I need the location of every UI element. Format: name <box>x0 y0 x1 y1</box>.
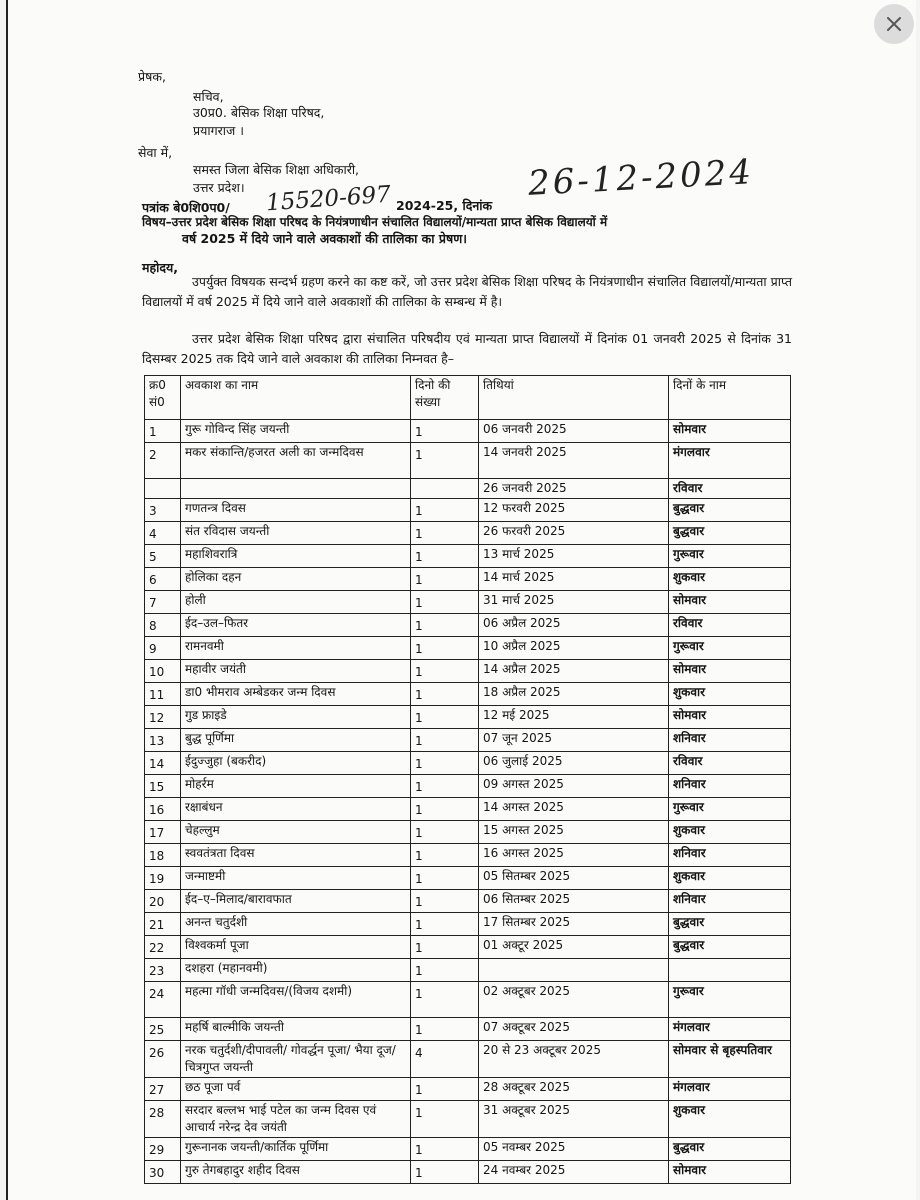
row-day-count: 1 <box>411 660 479 683</box>
row-day-name: सोमवार <box>669 660 791 683</box>
row-serial: 18 <box>145 844 181 867</box>
row-holiday-name: गुरूनानक जयन्ती/कार्तिक पूर्णिमा <box>181 1138 411 1161</box>
holiday-table <box>144 375 791 1184</box>
subject-line-2: वर्ष 2025 में दिये जाने वाले अवकाशों की तालिका का प्रेषण। <box>182 231 467 246</box>
table-row <box>145 729 791 752</box>
row-day-name <box>669 959 791 982</box>
row-serial: 25 <box>145 1018 181 1041</box>
row-serial: 7 <box>145 591 181 614</box>
close-button[interactable] <box>874 4 914 44</box>
table-row <box>145 1101 791 1138</box>
subject-line-1: विषय–उत्तर प्रदेश बेसिक शिक्षा परिषद के नियंत्रणाधीन संचालित विद्यालयों/मान्यता प्राप्त बेसिक विद्यालयों में <box>142 215 608 229</box>
row-day-count: 1 <box>411 936 479 959</box>
row-day-count: 1 <box>411 1161 479 1184</box>
row-date: 13 मार्च 2025 <box>479 545 669 568</box>
row-date: 26 फरवरी 2025 <box>479 522 669 545</box>
table-row <box>145 798 791 821</box>
row-day-name: शुकवार <box>669 568 791 591</box>
table-row <box>145 752 791 775</box>
row-holiday-name: नरक चतुर्दशी/दीपावली/ गोवर्द्धन पूजा/ भैया दूज/चित्रगुप्त जयन्ती <box>181 1041 411 1078</box>
row-day-name: बुद्धवार <box>669 913 791 936</box>
row-serial: 28 <box>145 1101 181 1138</box>
header-dates: तिथियां <box>479 376 669 420</box>
row-date: 31 मार्च 2025 <box>479 591 669 614</box>
row-holiday-name: महावीर जयंती <box>181 660 411 683</box>
row-serial: 12 <box>145 706 181 729</box>
table-header-row <box>145 376 791 420</box>
row-day-name: शनिवार <box>669 775 791 798</box>
row-holiday-name: महत्मा गॉधी जन्मदिवस/(विजय दशमी) <box>181 982 411 1018</box>
row-serial: 24 <box>145 982 181 1018</box>
row-serial: 26 <box>145 1041 181 1078</box>
date-handwritten: 26-12-2024 <box>527 152 755 204</box>
row-date: 07 अक्टूबर 2025 <box>479 1018 669 1041</box>
row-day-count: 1 <box>411 706 479 729</box>
table-row <box>145 936 791 959</box>
row-date: 01 अक्टूर 2025 <box>479 936 669 959</box>
row-day-name: गुरूवार <box>669 637 791 660</box>
row-holiday-name: मकर संकान्ति/हजरत अली का जन्मदिवस <box>181 443 411 479</box>
row-date: 14 अगस्त 2025 <box>479 798 669 821</box>
row-date: 12 फरवरी 2025 <box>479 499 669 522</box>
row-date: 15 अगस्त 2025 <box>479 821 669 844</box>
row-day-name: रविवार <box>669 752 791 775</box>
row-date: 26 जनवरी 2025 <box>479 479 669 499</box>
row-holiday-name: दशहरा (महानवमी) <box>181 959 411 982</box>
row-day-count: 1 <box>411 844 479 867</box>
row-holiday-name: होली <box>181 591 411 614</box>
row-serial: 8 <box>145 614 181 637</box>
row-date: 17 सितम्बर 2025 <box>479 913 669 936</box>
row-holiday-name: चेहल्लुम <box>181 821 411 844</box>
row-holiday-name: महर्षि बाल्मीकि जयन्ती <box>181 1018 411 1041</box>
row-holiday-name: विश्वकर्मा पूजा <box>181 936 411 959</box>
row-serial: 16 <box>145 798 181 821</box>
row-day-name: शनिवार <box>669 729 791 752</box>
row-holiday-name: गुड फ्राइडे <box>181 706 411 729</box>
row-day-count: 1 <box>411 568 479 591</box>
row-day-name: बुद्धवार <box>669 499 791 522</box>
table-row <box>145 1041 791 1078</box>
header-holiday-name: अवकाश का नाम <box>181 376 411 420</box>
row-serial <box>145 479 181 499</box>
row-day-name: शनिवार <box>669 890 791 913</box>
row-date: 06 सितम्बर 2025 <box>479 890 669 913</box>
paragraph-1: उपर्युक्त विषयक सन्दर्भ ग्रहण करने का कष्ट करें, जो उत्तर प्रदेश बेसिक शिक्षा परिषद के नियंत्रणाधीन संचालित विद्यालयों/मान्यता प्राप्त विद्यालयों में वर्ष 2025 में दिये जाने वाले अवकाशों की तालिका के सम्बन्ध में है। <box>142 274 792 309</box>
row-day-name: मंगलवार <box>669 443 791 479</box>
row-date: 18 अप्रैल 2025 <box>479 683 669 706</box>
row-date: 16 अगस्त 2025 <box>479 844 669 867</box>
row-day-count: 1 <box>411 1101 479 1138</box>
table-row <box>145 1138 791 1161</box>
table-row <box>145 1078 791 1101</box>
row-holiday-name: ईदुज्जुहा (बकरीद) <box>181 752 411 775</box>
table-row <box>145 479 791 499</box>
table-row <box>145 499 791 522</box>
row-holiday-name: अनन्त चतुर्दशी <box>181 913 411 936</box>
table-row <box>145 420 791 443</box>
row-serial: 21 <box>145 913 181 936</box>
row-holiday-name <box>181 479 411 499</box>
table-row <box>145 844 791 867</box>
sender-line-3: प्रयागराज । <box>193 123 244 138</box>
row-day-name: गुरूवार <box>669 982 791 1018</box>
row-holiday-name: स्ववतंत्रता दिवस <box>181 844 411 867</box>
row-day-count: 1 <box>411 890 479 913</box>
row-holiday-name: रामनवमी <box>181 637 411 660</box>
table-row <box>145 545 791 568</box>
row-day-name: सोमवार <box>669 1161 791 1184</box>
row-day-name: बुद्धवार <box>669 1138 791 1161</box>
row-serial: 13 <box>145 729 181 752</box>
row-date: 20 से 23 अक्टूबर 2025 <box>479 1041 669 1078</box>
row-holiday-name: जन्माष्टमी <box>181 867 411 890</box>
row-holiday-name: डा0 भीमराव अम्बेडकर जन्म दिवस <box>181 683 411 706</box>
row-day-name: मंगलवार <box>669 1018 791 1041</box>
row-day-name: सोमवार <box>669 706 791 729</box>
table-row <box>145 982 791 1018</box>
row-holiday-name: मोहर्रम <box>181 775 411 798</box>
row-serial: 5 <box>145 545 181 568</box>
row-serial: 22 <box>145 936 181 959</box>
header-day-names: दिनों के नाम <box>669 376 791 420</box>
row-day-name: सोमवार <box>669 420 791 443</box>
row-holiday-name: महाशिवरात्रि <box>181 545 411 568</box>
row-date: 12 मई 2025 <box>479 706 669 729</box>
row-date: 10 अप्रैल 2025 <box>479 637 669 660</box>
row-holiday-name: गुरु तेगबहादुर शहीद दिवस <box>181 1161 411 1184</box>
to-line-2: उत्तर प्रदेश। <box>193 180 245 195</box>
row-day-count: 1 <box>411 913 479 936</box>
row-day-name: सोमवार से बृहस्पतिवार <box>669 1041 791 1078</box>
row-day-count: 1 <box>411 420 479 443</box>
row-date: 24 नवम्बर 2025 <box>479 1161 669 1184</box>
salutation: महोदय, <box>142 260 178 275</box>
row-day-count: 1 <box>411 982 479 1018</box>
row-day-count: 1 <box>411 443 479 479</box>
row-serial: 3 <box>145 499 181 522</box>
table-row <box>145 959 791 982</box>
row-day-count: 1 <box>411 591 479 614</box>
table-row <box>145 775 791 798</box>
row-serial: 20 <box>145 890 181 913</box>
document-page <box>6 0 916 1200</box>
row-date <box>479 959 669 982</box>
row-day-name: रविवार <box>669 479 791 499</box>
row-day-name: गुरूवार <box>669 798 791 821</box>
table-row <box>145 637 791 660</box>
row-date: 28 अक्टूबर 2025 <box>479 1078 669 1101</box>
row-serial: 23 <box>145 959 181 982</box>
table-row <box>145 660 791 683</box>
ref-number-handwritten: 15520-697 <box>265 181 392 217</box>
row-date: 09 अगस्त 2025 <box>479 775 669 798</box>
table-row <box>145 568 791 591</box>
row-serial: 27 <box>145 1078 181 1101</box>
row-date: 05 सितम्बर 2025 <box>479 867 669 890</box>
row-day-count: 1 <box>411 775 479 798</box>
table-row <box>145 706 791 729</box>
row-date: 06 जनवरी 2025 <box>479 420 669 443</box>
table-row <box>145 522 791 545</box>
row-day-count: 1 <box>411 798 479 821</box>
table-body <box>145 420 791 1184</box>
row-day-count: 1 <box>411 821 479 844</box>
row-serial: 19 <box>145 867 181 890</box>
sender-line-2: उ0प्र0. बेसिक शिक्षा परिषद, <box>193 105 325 120</box>
row-holiday-name: ईद–उल–फितर <box>181 614 411 637</box>
table-row <box>145 614 791 637</box>
paragraph-2: उत्तर प्रदेश बेसिक शिक्षा परिषद द्वारा संचालित परिषदीय एवं मान्यता प्राप्त विद्यालयों में दिनांक 01 जनवरी 2025 से दिनांक 31 दिसम्बर 2025 तक दिये जाने वाले अवकाश की तालिका निम्नवत है– <box>142 331 792 366</box>
row-serial: 6 <box>145 568 181 591</box>
row-day-name: सोमवार <box>669 591 791 614</box>
table-row <box>145 890 791 913</box>
row-holiday-name: होलिका दहन <box>181 568 411 591</box>
row-serial: 4 <box>145 522 181 545</box>
row-date: 06 जुलाई 2025 <box>479 752 669 775</box>
row-holiday-name: गुरू गोविन्द सिंह जयन्ती <box>181 420 411 443</box>
row-day-count: 4 <box>411 1041 479 1078</box>
row-serial: 10 <box>145 660 181 683</box>
table-row <box>145 867 791 890</box>
row-serial: 15 <box>145 775 181 798</box>
row-day-name: शुकवार <box>669 683 791 706</box>
row-day-count <box>411 479 479 499</box>
row-day-name: बुद्धवार <box>669 522 791 545</box>
row-holiday-name: संत रविदास जयन्ती <box>181 522 411 545</box>
row-serial: 17 <box>145 821 181 844</box>
sender-line-1: सचिव, <box>193 89 224 104</box>
row-day-name: शुकवार <box>669 867 791 890</box>
row-holiday-name: ईद–ए–मिलाद/बारावफात <box>181 890 411 913</box>
close-icon <box>886 16 902 32</box>
table-row <box>145 1018 791 1041</box>
row-date: 07 जून 2025 <box>479 729 669 752</box>
to-label: सेवा में, <box>138 145 173 160</box>
row-day-count: 1 <box>411 637 479 660</box>
header-serial: क्र0 सं0 <box>145 376 181 420</box>
row-day-name: रविवार <box>669 614 791 637</box>
row-holiday-name: छठ पूजा पर्व <box>181 1078 411 1101</box>
row-day-name: गुरूवार <box>669 545 791 568</box>
row-day-count: 1 <box>411 867 479 890</box>
row-date: 14 मार्च 2025 <box>479 568 669 591</box>
table-row <box>145 821 791 844</box>
row-serial: 30 <box>145 1161 181 1184</box>
sender-label: प्रेषक, <box>138 69 166 84</box>
row-serial: 29 <box>145 1138 181 1161</box>
row-day-count: 1 <box>411 1078 479 1101</box>
row-date: 14 जनवरी 2025 <box>479 443 669 479</box>
ref-prefix: पत्रांक बे0शि0प0/ <box>142 200 230 215</box>
row-day-name: शुकवार <box>669 1101 791 1138</box>
row-date: 02 अक्टूबर 2025 <box>479 982 669 1018</box>
row-day-count: 1 <box>411 959 479 982</box>
table-row <box>145 591 791 614</box>
ref-suffix: 2024-25, दिनांक <box>396 198 493 213</box>
row-serial: 11 <box>145 683 181 706</box>
row-day-count: 1 <box>411 729 479 752</box>
row-day-name: शुकवार <box>669 821 791 844</box>
row-day-count: 1 <box>411 683 479 706</box>
row-holiday-name: सरदार बल्लभ भाई पटेल का जन्म दिवस एवं आचार्य नरेन्द्र देव जयंती <box>181 1101 411 1138</box>
row-holiday-name: गणतन्त्र दिवस <box>181 499 411 522</box>
row-day-count: 1 <box>411 545 479 568</box>
row-serial: 1 <box>145 420 181 443</box>
table-row <box>145 913 791 936</box>
row-serial: 9 <box>145 637 181 660</box>
table-row <box>145 683 791 706</box>
table-row <box>145 443 791 479</box>
row-day-count: 1 <box>411 752 479 775</box>
row-day-count: 1 <box>411 614 479 637</box>
row-day-count: 1 <box>411 1018 479 1041</box>
row-holiday-name: बुद्ध पूर्णिमा <box>181 729 411 752</box>
table-row <box>145 1161 791 1184</box>
header-day-count: दिनो की संख्या <box>411 376 479 420</box>
row-serial: 2 <box>145 443 181 479</box>
row-date: 06 अप्रैल 2025 <box>479 614 669 637</box>
row-date: 31 अक्टूबर 2025 <box>479 1101 669 1138</box>
row-date: 14 अप्रैल 2025 <box>479 660 669 683</box>
row-day-count: 1 <box>411 522 479 545</box>
row-serial: 14 <box>145 752 181 775</box>
row-day-name: मंगलवार <box>669 1078 791 1101</box>
row-day-count: 1 <box>411 1138 479 1161</box>
to-line-1: समस्त जिला बेसिक शिक्षा अधिकारी, <box>193 162 360 177</box>
row-day-count: 1 <box>411 499 479 522</box>
row-date: 05 नवम्बर 2025 <box>479 1138 669 1161</box>
row-day-name: शनिवार <box>669 844 791 867</box>
row-holiday-name: रक्षाबंधन <box>181 798 411 821</box>
row-day-name: बुद्धवार <box>669 936 791 959</box>
